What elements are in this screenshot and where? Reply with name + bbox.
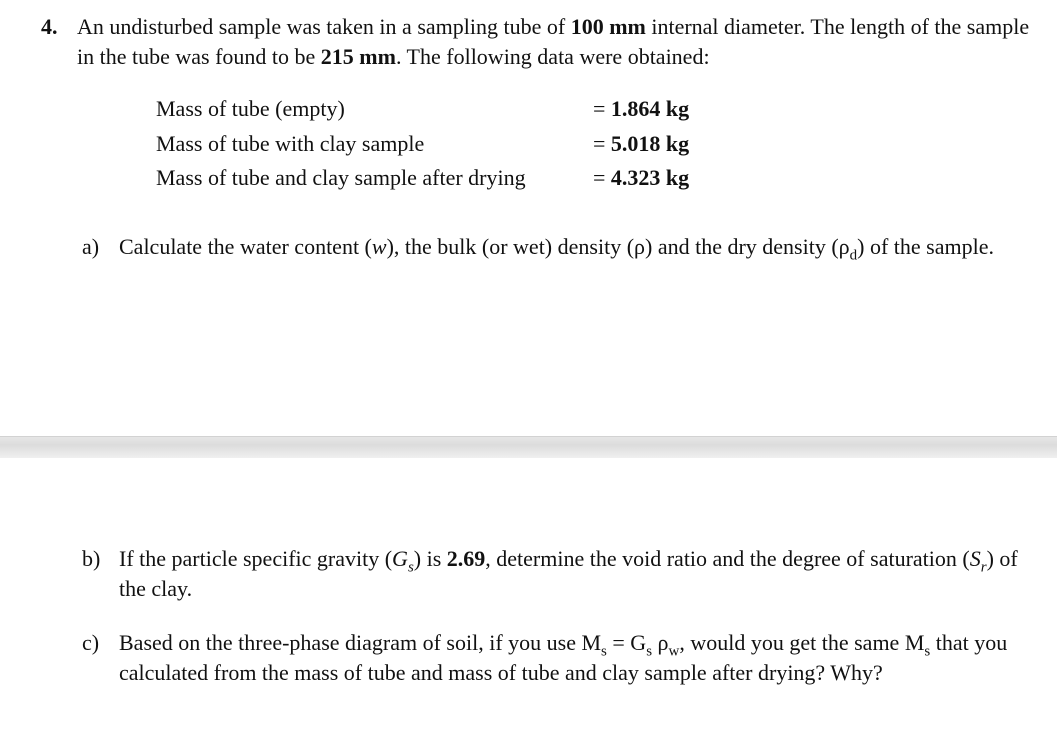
part-b-text: If the particle specific gravity $(G_s)$ is 2.69, determine the void ratio and the degree of saturation $(S_r)$ of the clay. (119, 546, 1018, 601)
section-divider (0, 436, 1057, 458)
specific-gravity-value: 2.69 (446, 546, 486, 571)
question-intro: An undisturbed sample was taken in a sampling tube of 100 mm internal diameter. The length of the sample in the tube was found to be 215 mm. The following data were obtained: (77, 14, 1030, 69)
part-c-label: c) (82, 630, 100, 655)
data-value-tube-with-sample: = 5.018 kg (593, 131, 690, 156)
question-number: 4. (41, 14, 58, 39)
data-label-tube-with-sample: Mass of tube with clay sample (156, 131, 425, 156)
part-a-text: Calculate the water content (w), the bulk (or wet) density (ρ) and the dry density $(\rho_d)$ of the sample. (119, 234, 995, 264)
part-b-label: b) (82, 546, 101, 571)
data-value-empty-tube: = 1.864 kg (593, 96, 690, 121)
diameter-value: 100 mm (570, 14, 646, 39)
part-a-label: a) (82, 234, 100, 259)
part-c-text: Based on the three-phase diagram of soil, if you use $M_s = G_s$ $\rho_w$, would you get the same $M_s$ that you calculated from the mass of tube and mass of tube and clay sample after drying? Why? (119, 630, 1008, 685)
data-label-empty-tube: Mass of tube (empty) (156, 96, 345, 121)
length-value: 215 mm (320, 44, 396, 69)
data-value-after-drying: = 4.323 kg (593, 165, 690, 190)
data-label-after-drying: Mass of tube and clay sample after drying (156, 165, 526, 190)
